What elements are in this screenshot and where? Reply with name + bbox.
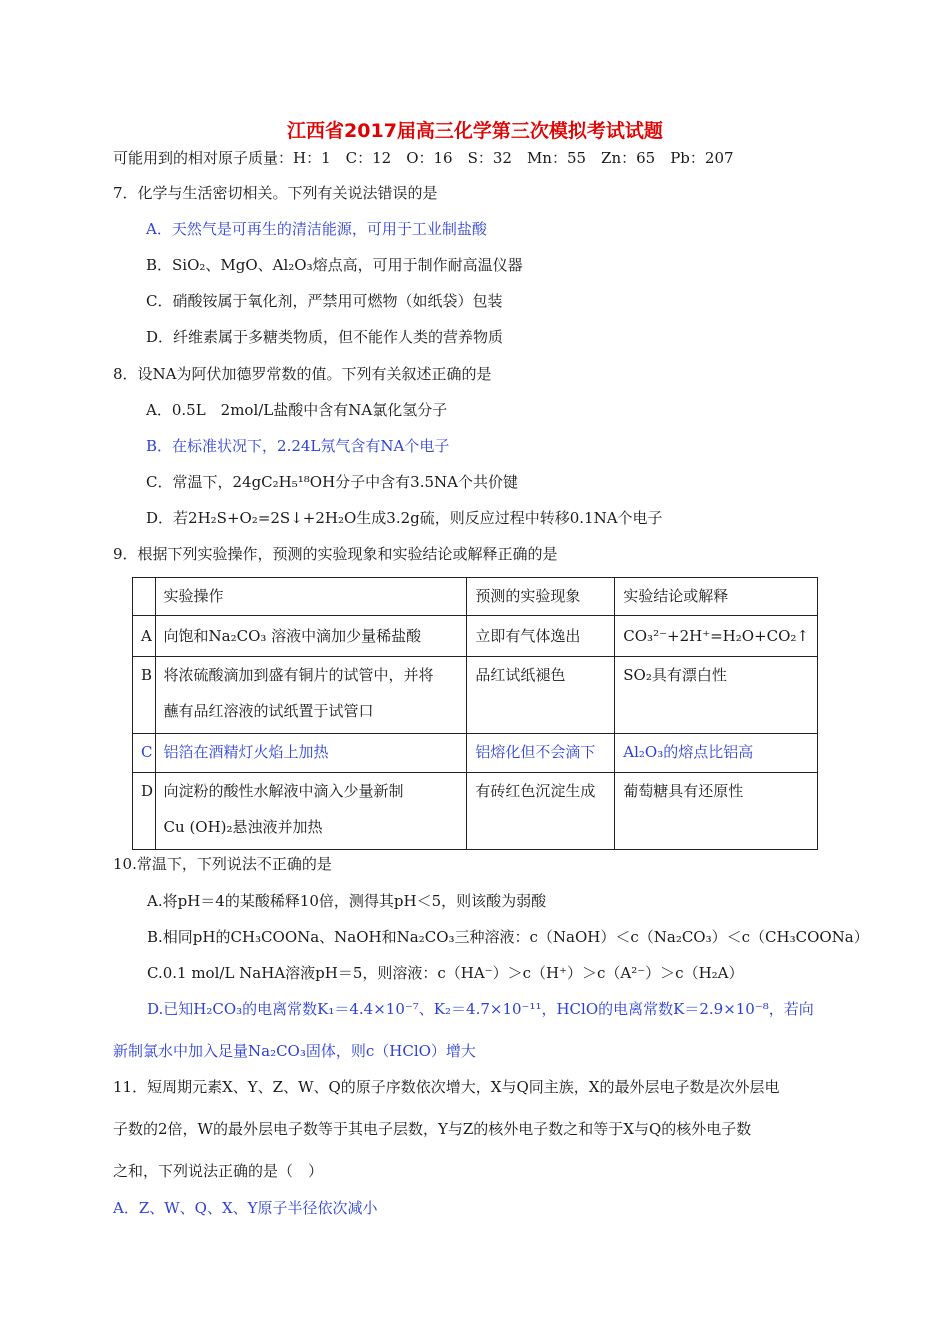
q9-stem: 9．根据下列实验操作，预测的实验现象和实验结论或解释正确的是 bbox=[113, 545, 558, 563]
table-header-row bbox=[133, 578, 818, 616]
q11-stem-line2: 子数的2倍，W的最外层电子数等于其电子层数，Y与Z的核外电子数之和等于X与Q的核外电子数 bbox=[113, 1120, 752, 1138]
header-blank bbox=[133, 578, 156, 616]
q8-option-c: C．常温下，24gC₂H₅¹⁸OH分子中含有3.5NA个共价键 bbox=[146, 473, 518, 491]
row-conclusion: SO₂具有漂白性 bbox=[623, 666, 727, 684]
experiment-table bbox=[132, 577, 818, 850]
table-row bbox=[133, 657, 818, 734]
row-phenomenon: 有砖红色沉淀生成 bbox=[475, 782, 596, 800]
q11-stem-line3: 之和，下列说法正确的是（ ） bbox=[113, 1162, 324, 1180]
row-conclusion: Al₂O₃的熔点比铝高 bbox=[623, 743, 754, 761]
row-letter: C bbox=[141, 743, 153, 761]
row-letter: B bbox=[141, 666, 153, 684]
row-letter: D bbox=[141, 782, 154, 800]
row-phenomenon: 立即有气体逸出 bbox=[475, 627, 581, 645]
row-phenomenon: 铝熔化但不会滴下 bbox=[475, 743, 596, 761]
table-row bbox=[133, 616, 818, 657]
table-row bbox=[133, 734, 818, 773]
row-conclusion: 葡萄糖具有还原性 bbox=[623, 782, 744, 800]
row-letter: A bbox=[141, 627, 152, 645]
header-operation: 实验操作 bbox=[163, 587, 224, 605]
table-row bbox=[133, 773, 818, 850]
q8-option-a: A．0.5L 2mol/L盐酸中含有NA氯化氢分子 bbox=[146, 401, 448, 419]
header-phenomenon: 预测的实验现象 bbox=[475, 587, 581, 605]
q8-option-d: D．若2H₂S+O₂=2S↓+2H₂O生成3.2g硫，则反应过程中转移0.1NA个电子 bbox=[146, 509, 663, 527]
row-operation-cont: 蘸有品红溶液的试纸置于试管口 bbox=[163, 702, 374, 720]
q11-option-a: A．Z、W、Q、X、Y原子半径依次减小 bbox=[113, 1199, 378, 1217]
q7-option-c: C．硝酸铵属于氧化剂，严禁用可燃物（如纸袋）包装 bbox=[146, 292, 503, 310]
q10-option-a: A.将pH＝4的某酸稀释10倍，测得其pH＜5，则该酸为弱酸 bbox=[147, 892, 547, 910]
row-operation: 铝箔在酒精灯火焰上加热 bbox=[163, 743, 329, 761]
page-title: 江西省2017届高三化学第三次模拟考试试题 bbox=[287, 120, 663, 142]
row-operation-cont: Cu (OH)₂悬浊液并加热 bbox=[163, 818, 323, 836]
row-conclusion: CO₃²⁻+2H⁺=H₂O+CO₂↑ bbox=[623, 627, 809, 645]
row-operation: 向淀粉的酸性水解液中滴入少量新制 bbox=[163, 782, 404, 800]
q7-stem: 7．化学与生活密切相关。下列有关说法错误的是 bbox=[113, 184, 438, 202]
q10-stem: 10.常温下，下列说法不正确的是 bbox=[113, 855, 332, 873]
q10-option-d: D.已知H₂CO₃的电离常数K₁＝4.4×10⁻⁷、K₂＝4.7×10⁻¹¹，HClO的电离常数K＝2.9×10⁻⁸，若向 bbox=[147, 1000, 814, 1018]
q7-option-b: B．SiO₂、MgO、Al₂O₃熔点高，可用于制作耐高温仪器 bbox=[146, 256, 523, 274]
q10-option-b: B.相同pH的CH₃COONa、NaOH和Na₂CO₃三种溶液：c（NaOH）＜c（Na₂CO₃）＜c（CH₃COONa） bbox=[147, 928, 869, 946]
row-operation: 向饱和Na₂CO₃ 溶液中滴加少量稀盐酸 bbox=[163, 627, 422, 645]
row-phenomenon: 品红试纸褪色 bbox=[475, 666, 566, 684]
q7-option-d: D．纤维素属于多糖类物质，但不能作人类的营养物质 bbox=[146, 328, 504, 346]
q8-option-b: B．在标准状况下，2.24L氖气含有NA个电子 bbox=[146, 437, 450, 455]
q10-option-d-cont: 新制氯水中加入足量Na₂CO₃固体，则c（HClO）增大 bbox=[113, 1042, 476, 1060]
q10-option-c: C.0.1 mol/L NaHA溶液pH＝5，则溶液：c（HA⁻）＞c（H⁺）＞c（A²⁻）＞c（H₂A） bbox=[147, 964, 744, 982]
q7-option-a: A．天然气是可再生的清洁能源，可用于工业制盐酸 bbox=[146, 220, 487, 238]
row-operation: 将浓硫酸滴加到盛有铜片的试管中，并将 bbox=[163, 666, 434, 684]
q11-stem-line1: 11．短周期元素X、Y、Z、W、Q的原子序数依次增大，X与Q同主族，X的最外层电子数是次外层电 bbox=[113, 1078, 780, 1096]
q8-stem: 8．设NA为阿伏加德罗常数的值。下列有关叙述正确的是 bbox=[113, 365, 492, 383]
atomic-mass-line: 可能用到的相对原子质量：H：1 C：12 O：16 S：32 Mn：55 Zn：65 Pb：207 bbox=[113, 149, 734, 167]
header-conclusion: 实验结论或解释 bbox=[623, 587, 729, 605]
